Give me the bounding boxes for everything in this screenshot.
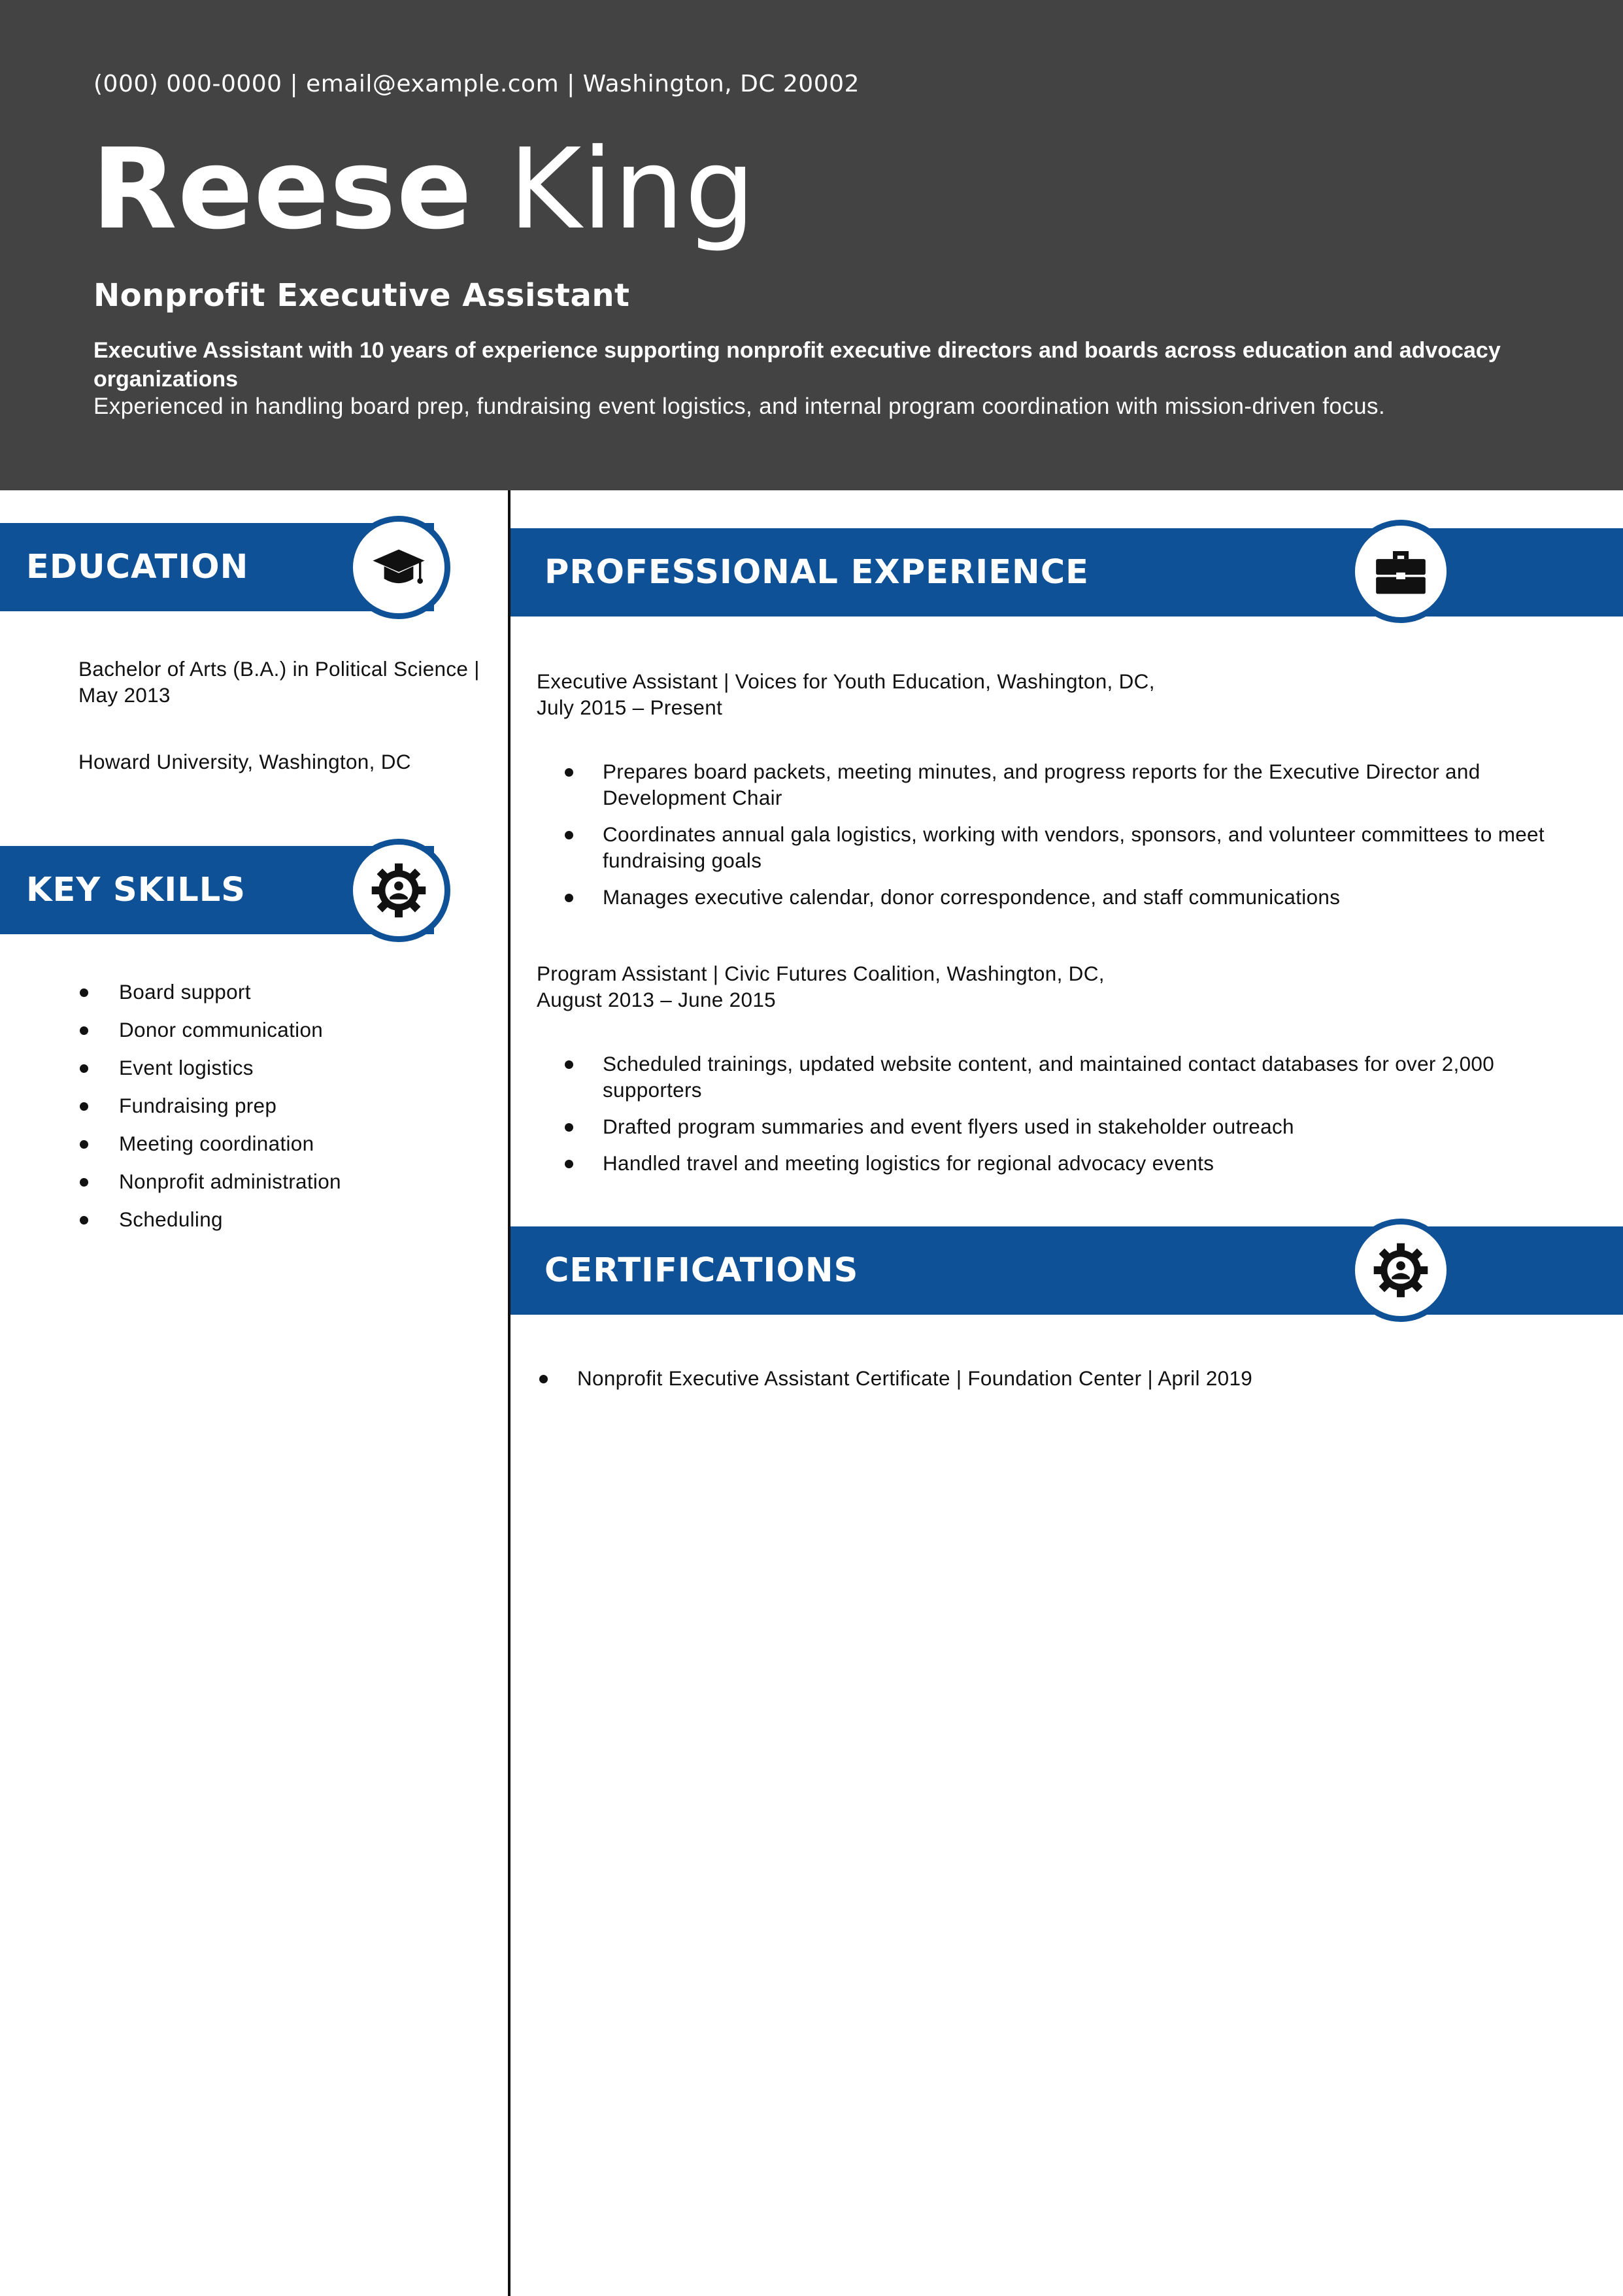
skill-item: Event logistics: [119, 1055, 341, 1081]
certification-item: Nonprofit Executive Assistant Certificate | Foundation Center | April 2019: [577, 1365, 1558, 1391]
job-title-company: Executive Assistant | Voices for Youth Education, Washington, DC,: [537, 669, 1155, 693]
certifications-title: CERTIFICATIONS: [544, 1251, 859, 1290]
resume-header: [0, 0, 1623, 490]
job-bullet: Prepares board packets, meeting minutes, and progress reports for the Executive Director and Development Chair: [603, 758, 1583, 811]
graduation-cap-icon: [347, 516, 450, 619]
job-bullet: Handled travel and meeting logistics for regional advocacy events: [603, 1150, 1583, 1176]
certifications-list: [577, 1365, 1558, 1391]
job-dates: August 2013 – June 2015: [537, 988, 776, 1011]
last-name: King: [509, 125, 756, 254]
skill-item: Nonprofit administration: [119, 1170, 341, 1193]
candidate-name: [92, 125, 756, 254]
skills-title: KEY SKILLS: [26, 871, 246, 909]
column-divider: [508, 490, 510, 2296]
job-bullet: Manages executive calendar, donor correspondence, and staff communications: [603, 884, 1583, 910]
skill-item: Meeting coordination: [119, 1130, 341, 1156]
summary-lead: Executive Assistant with 10 years of experience supporting nonprofit executive directors and boards across education and advocacy organizations: [93, 338, 1501, 392]
job-title: Nonprofit Executive Assistant: [93, 277, 630, 314]
job-heading: [537, 668, 1517, 720]
summary-text: Experienced in handling board prep, fundraising event logistics, and internal program coordination with mission-driven focus.: [93, 394, 1386, 419]
job-bullet: Drafted program summaries and event flyers used in stakeholder outreach: [603, 1113, 1583, 1140]
job-heading: [537, 960, 1517, 1013]
briefcase-icon: [1349, 520, 1452, 623]
education-title: EDUCATION: [26, 548, 249, 586]
experience-section-bar: [510, 528, 1623, 616]
education-school: Howard University, Washington, DC: [78, 750, 411, 773]
skill-item: Scheduling: [119, 1206, 341, 1232]
contact-info: (000) 000-0000 | email@example.com | Washington, DC 20002: [93, 71, 860, 97]
job-bullet: Coordinates annual gala logistics, working with vendors, sponsors, and volunteer committees to meet fundraising goals: [603, 821, 1583, 873]
gear-person-icon: [1349, 1219, 1452, 1322]
education-degree: Bachelor of Arts (B.A.) in Political Science | May 2013: [78, 657, 480, 707]
skills-list: [119, 979, 341, 1244]
certifications-section-bar: [510, 1226, 1623, 1315]
first-name: Reese: [92, 125, 473, 254]
skill-item: Board support: [119, 979, 341, 1005]
job-bullet: Scheduled trainings, updated website content, and maintained contact databases for over 2,000 supporters: [603, 1051, 1583, 1103]
skill-item: Donor communication: [119, 1017, 341, 1043]
experience-title: PROFESSIONAL EXPERIENCE: [544, 553, 1089, 592]
job-bullets: [603, 758, 1583, 920]
job-dates: July 2015 – Present: [537, 696, 723, 719]
job-bullets: [603, 1051, 1583, 1187]
job-title-company: Program Assistant | Civic Futures Coalition, Washington, DC,: [537, 962, 1105, 985]
gear-person-icon: [347, 839, 450, 942]
skill-item: Fundraising prep: [119, 1092, 341, 1119]
